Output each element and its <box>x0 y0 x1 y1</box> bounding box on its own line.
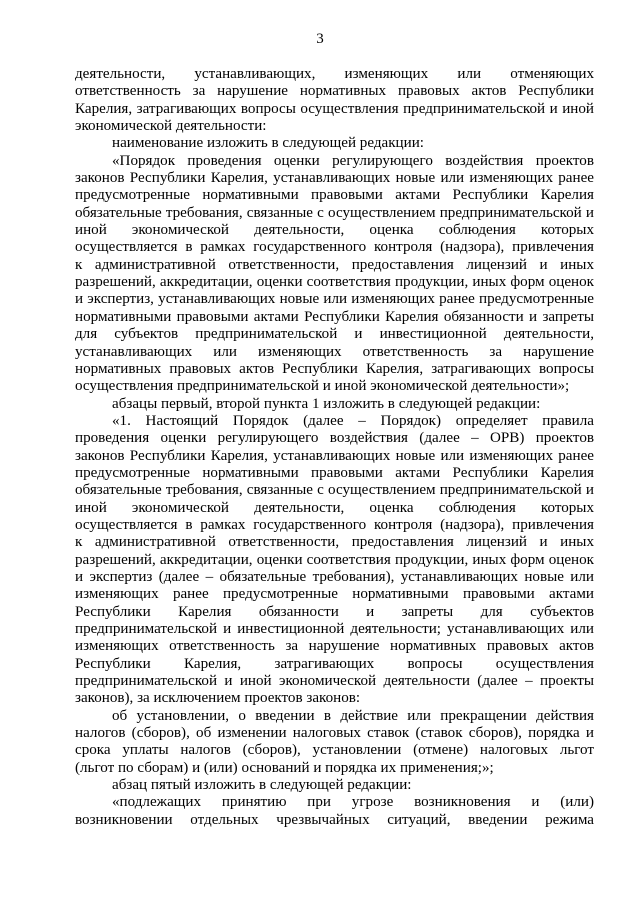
text-line: деятельности, устанавливающих, изменяющих или отменяющих <box>75 66 594 82</box>
text-line: устанавливающих или изменяющих ответственность за нарушение <box>75 343 594 360</box>
text-line: нормативных правовых актов Республики Карелия, затрагивающих вопросы <box>75 360 594 377</box>
paragraph <box>75 708 594 777</box>
paragraph <box>75 66 594 135</box>
text-line: осуществления предпринимательской и иной экономической деятельности»; <box>75 378 570 395</box>
paragraph <box>75 413 594 708</box>
paragraph <box>75 794 594 829</box>
text-line: изменяющих ранее предусмотренные нормативными правовыми актами <box>75 586 594 603</box>
text-line: абзац пятый изложить в следующей редакции: <box>112 777 412 794</box>
text-line: законов Республики Карелия, устанавливающих новые или изменяющих ранее <box>75 170 594 187</box>
text-line: (льгот по сборам) и (или) оснований и порядка их применения;»; <box>75 759 494 776</box>
text-line: предпринимательской и иной экономической деятельности (далее – проекты <box>75 673 594 690</box>
text-line: нормативными правовыми актами Республики Карелия обязанности и запреты <box>75 308 594 325</box>
text-line: абзацы первый, второй пункта 1 изложить в следующей редакции: <box>112 395 541 412</box>
text-line: об установлении, о введении в действие или прекращении действия <box>112 707 594 724</box>
text-line: налогов (сборов), об изменении налоговых ставок (ставок сборов), порядка и <box>75 725 594 742</box>
document-body <box>75 66 594 829</box>
text-line: для субъектов предпринимательской и инвестиционной деятельности, <box>75 326 594 343</box>
text-line: и экспертиз (далее – обязательные требования), устанавливающих новые или <box>75 568 594 585</box>
text-line: «1. Настоящий Порядок (далее – Порядок) определяет правила <box>112 412 594 429</box>
text-line: иной экономической деятельности, оценка соблюдения которых <box>75 222 594 239</box>
text-line: обязательные требования, связанные с осуществлением предпринимательской и <box>75 482 594 499</box>
text-line: разрешений, аккредитации, оценки соответствия продукции, иных форм оценок <box>75 551 594 568</box>
text-line: Карелия, затрагивающих вопросы осуществления предпринимательской и иной <box>75 100 594 117</box>
text-line: иной экономической деятельности, оценка соблюдения которых <box>75 499 594 516</box>
text-line: изменяющих ответственность за нарушение нормативных правовых актов <box>75 638 594 655</box>
text-line: обязательные требования, связанные с осуществлением предпринимательской и <box>75 204 594 221</box>
paragraph <box>75 396 594 413</box>
paragraph <box>75 153 594 396</box>
text-line: осуществляется в рамках государственного контроля (надзора), привлечения <box>75 239 594 256</box>
text-line: к административной ответственности, предоставления лицензий и иных <box>75 534 594 551</box>
text-line: осуществляется в рамках государственного контроля (надзора), привлечения <box>75 516 594 533</box>
paragraph <box>75 135 594 152</box>
paragraph <box>75 777 594 794</box>
text-line: к административной ответственности, предоставления лицензий и иных <box>75 256 594 273</box>
text-line: Республики Карелия обязанности и запреты для субъектов <box>75 603 594 620</box>
text-line: наименование изложить в следующей редакции: <box>112 135 424 152</box>
text-line: проведения оценки регулирующего воздействия (далее – ОРВ) проектов <box>75 430 594 447</box>
text-line: «Порядок проведения оценки регулирующего воздействия проектов <box>112 152 594 169</box>
text-line: предпринимательской и инвестиционной деятельности; устанавливающих или <box>75 621 594 637</box>
text-line: законов Республики Карелия, устанавливающих новые или изменяющих ранее <box>75 447 594 464</box>
text-line: ответственность за нарушение нормативных правовых актов Республики <box>75 83 594 100</box>
text-line: законов), за исключением проектов законов: <box>75 690 361 707</box>
text-line: возникновении отдельных чрезвычайных ситуаций, введении режима <box>75 811 594 828</box>
text-line: срока уплаты налогов (сборов), установлении (отмене) налоговых льгот <box>75 742 594 759</box>
text-line: «подлежащих принятию при угрозе возникновения и (или) <box>112 794 594 811</box>
text-line: Республики Карелия, затрагивающих вопросы осуществления <box>75 655 594 672</box>
text-line: предусмотренные нормативными правовыми актами Республики Карелия <box>75 187 594 204</box>
text-line: разрешений, аккредитации, оценки соответствия продукции, иных форм оценок <box>75 274 594 291</box>
text-line: предусмотренные нормативными правовыми актами Республики Карелия <box>75 464 594 481</box>
text-line: экономической деятельности: <box>75 118 267 135</box>
page-number: 3 <box>316 31 324 47</box>
text-line: и экспертиз, устанавливающих новые или изменяющих ранее предусмотренные <box>75 291 594 308</box>
